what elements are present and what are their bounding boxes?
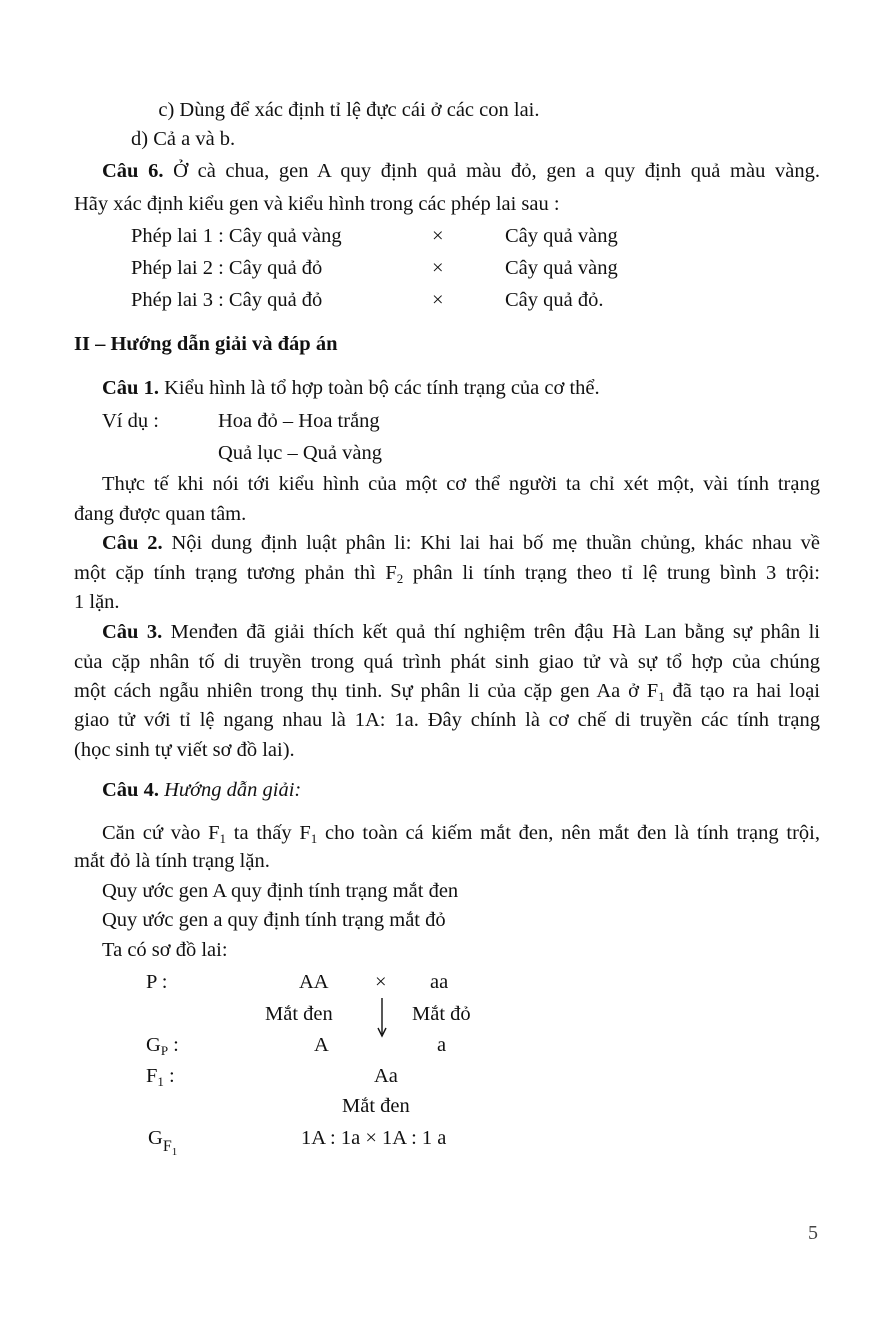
p-left-genotype: AA bbox=[299, 971, 329, 993]
down-arrow-icon bbox=[375, 998, 389, 1038]
answer-4-guide: Hướng dẫn giải: bbox=[164, 779, 302, 801]
section-2-heading: II – Hướng dẫn giải và đáp án bbox=[74, 333, 338, 355]
answer-3-line4: giao tử với tỉ lệ ngang nhau là 1A: 1a. Đây chính là cơ chế di truyền các tính trạng bbox=[74, 709, 820, 731]
gene-rule-2: Quy ước gen a quy định tính trạng mắt đỏ bbox=[102, 909, 446, 931]
p-label: P : bbox=[146, 971, 168, 993]
example-1: Hoa đỏ – Hoa trắng bbox=[218, 410, 380, 432]
option-d: d) Cả a và b. bbox=[131, 128, 236, 150]
gp-right-gamete: a bbox=[437, 1034, 447, 1056]
answer-4-para-line2: mắt đỏ là tính trạng lặn. bbox=[74, 850, 270, 872]
question-6-line1: Câu 6. Ở cà chua, gen A quy định quả màu đỏ, gen a quy định quả màu vàng. bbox=[102, 160, 820, 182]
answer-2-line3: 1 lặn. bbox=[74, 591, 120, 613]
f1-phenotype: Mắt đen bbox=[342, 1095, 410, 1117]
question-6-line2: Hãy xác định kiểu gen và kiểu hình trong các phép lai sau : bbox=[74, 193, 560, 215]
gf1-label: $G_{F_1}$ bbox=[148, 1127, 178, 1158]
answer-4-label: Câu 4. bbox=[102, 779, 159, 801]
answer-2-label: Câu 2. bbox=[102, 532, 163, 554]
answer-2-line1: Câu 2. Nội dung định luật phân li: Khi lai hai bố mẹ thuần chủng, khác nhau về bbox=[102, 532, 820, 554]
answer-3-label: Câu 3. bbox=[102, 621, 163, 643]
p-left-phenotype: Mắt đen bbox=[265, 1003, 333, 1025]
f1-label: $F_1$ : bbox=[146, 1065, 175, 1089]
answer-4-para-line1: Căn cứ vào $F_1$ ta thấy $F_1$ cho toàn cá kiếm mắt đen, nên mắt đen là tính trạng trội, bbox=[102, 822, 820, 846]
answer-1-para-line2: đang được quan tâm. bbox=[74, 503, 247, 525]
gf1-gamete-ratio: 1A : 1a × 1A : 1 a bbox=[301, 1127, 447, 1149]
answer-4-heading bbox=[102, 778, 301, 802]
diagram-intro: Ta có sơ đồ lai: bbox=[102, 939, 228, 961]
option-c: c) Dùng để xác định tỉ lệ đực cái ở các con lai. bbox=[158, 99, 540, 121]
p-right-genotype: aa bbox=[430, 971, 449, 993]
answer-3-line3: một cách ngẫu nhiên trong thụ tinh. Sự phân li của cặp gen Aa ở $F_1$ đã tạo ra hai loại bbox=[74, 680, 820, 704]
gp-label: $G_P$ : bbox=[146, 1034, 179, 1058]
p-cross-sign: × bbox=[375, 971, 387, 993]
p-right-phenotype: Mắt đỏ bbox=[412, 1003, 471, 1025]
example-label: Ví dụ : bbox=[102, 410, 159, 432]
answer-3-line2: của cặp nhân tố di truyền trong quá trình phát sinh giao tử và sự tổ hợp của chúng bbox=[74, 651, 820, 673]
example-2: Quả lục – Quả vàng bbox=[218, 442, 382, 464]
gp-left-gamete: A bbox=[314, 1034, 329, 1056]
answer-3-line5: (học sinh tự viết sơ đồ lai). bbox=[74, 739, 295, 761]
f1-genotype: Aa bbox=[374, 1065, 398, 1087]
answer-1-line: Câu 1. Kiểu hình là tổ hợp toàn bộ các tính trạng của cơ thể. bbox=[102, 377, 600, 399]
answer-1-para-line1: Thực tế khi nói tới kiểu hình của một cơ thể người ta chỉ xét một, vài tính trạng bbox=[102, 473, 820, 495]
answer-3-line1: Câu 3. Menđen đã giải thích kết quả thí nghiệm trên đậu Hà Lan bằng sự phân li bbox=[102, 621, 820, 643]
answer-1-label: Câu 1. bbox=[102, 377, 159, 399]
gene-rule-1: Quy ước gen A quy định tính trạng mắt đen bbox=[102, 880, 459, 902]
question-6-label: Câu 6. bbox=[102, 160, 164, 182]
page-number: 5 bbox=[808, 1222, 818, 1244]
answer-2-line2: một cặp tính trạng tương phản thì $F_2$ phân li tính trạng theo tỉ lệ trung bình 3 trội: bbox=[74, 562, 820, 586]
